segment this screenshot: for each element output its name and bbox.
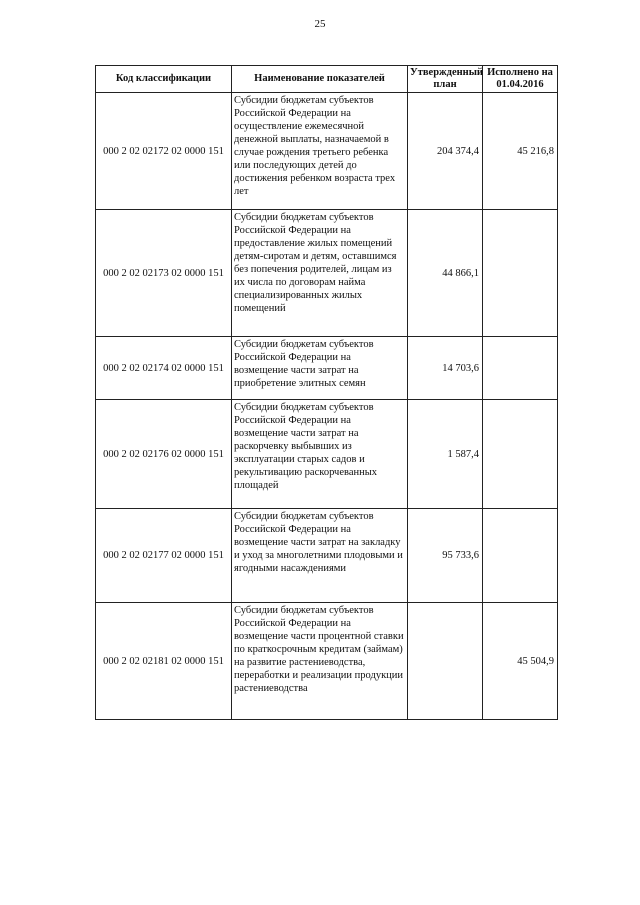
row-name: Субсидии бюджетам субъектов Российской Федерации на возмещение части процентной ставки по краткосрочным кредитам (займам) на развитие растениеводства, переработки и реализации продукции растениеводства: [232, 603, 408, 720]
row-executed: [483, 509, 558, 603]
header-code: Код классификации: [96, 66, 232, 93]
page-number: 25: [314, 18, 326, 30]
table-row: [96, 400, 558, 509]
row-executed: [483, 400, 558, 509]
row-executed: 45 504,9: [483, 603, 558, 720]
header-executed: Исполнено на 01.04.2016: [483, 66, 558, 93]
table-row: [96, 210, 558, 337]
row-plan: 44 866,1: [408, 210, 483, 337]
row-code: 000 2 02 02174 02 0000 151: [96, 337, 232, 400]
row-plan: 204 374,4: [408, 93, 483, 210]
budget-table: [95, 65, 558, 720]
row-code: 000 2 02 02173 02 0000 151: [96, 210, 232, 337]
row-plan: 95 733,6: [408, 509, 483, 603]
row-executed: [483, 337, 558, 400]
row-name: Субсидии бюджетам субъектов Российской Федерации на предоставление жилых помещений детям-сиротам и детям, оставшимся без попечения родителей, лицам из их числа по договорам найма специализированных жилых помещений: [232, 210, 408, 337]
row-plan: 14 703,6: [408, 337, 483, 400]
row-code: 000 2 02 02176 02 0000 151: [96, 400, 232, 509]
table-row: [96, 509, 558, 603]
row-name: Субсидии бюджетам субъектов Российской Федерации на возмещение части затрат на раскорчевку выбывших из эксплуатации старых садов и рекультивацию раскорчеванных площадей: [232, 400, 408, 509]
header-name: Наименование показателей: [232, 66, 408, 93]
row-code: 000 2 02 02181 02 0000 151: [96, 603, 232, 720]
table-header-row: [96, 66, 558, 93]
row-plan: 1 587,4: [408, 400, 483, 509]
row-plan: [408, 603, 483, 720]
row-executed: [483, 210, 558, 337]
table-row: [96, 603, 558, 720]
header-plan: Утвержденный план: [408, 66, 483, 93]
row-name: Субсидии бюджетам субъектов Российской Федерации на возмещение части затрат на закладку и уход за многолетними плодовыми и ягодными насаждениями: [232, 509, 408, 603]
row-executed: 45 216,8: [483, 93, 558, 210]
row-name: Субсидии бюджетам субъектов Российской Федерации на осуществление ежемесячной денежной выплаты, назначаемой в случае рождения третьего ребенка или последующих детей до достижения ребенком возраста трех лет: [232, 93, 408, 210]
row-code: 000 2 02 02177 02 0000 151: [96, 509, 232, 603]
row-name: Субсидии бюджетам субъектов Российской Федерации на возмещение части затрат на приобретение элитных семян: [232, 337, 408, 400]
table-row: [96, 93, 558, 210]
table-row: [96, 337, 558, 400]
row-code: 000 2 02 02172 02 0000 151: [96, 93, 232, 210]
